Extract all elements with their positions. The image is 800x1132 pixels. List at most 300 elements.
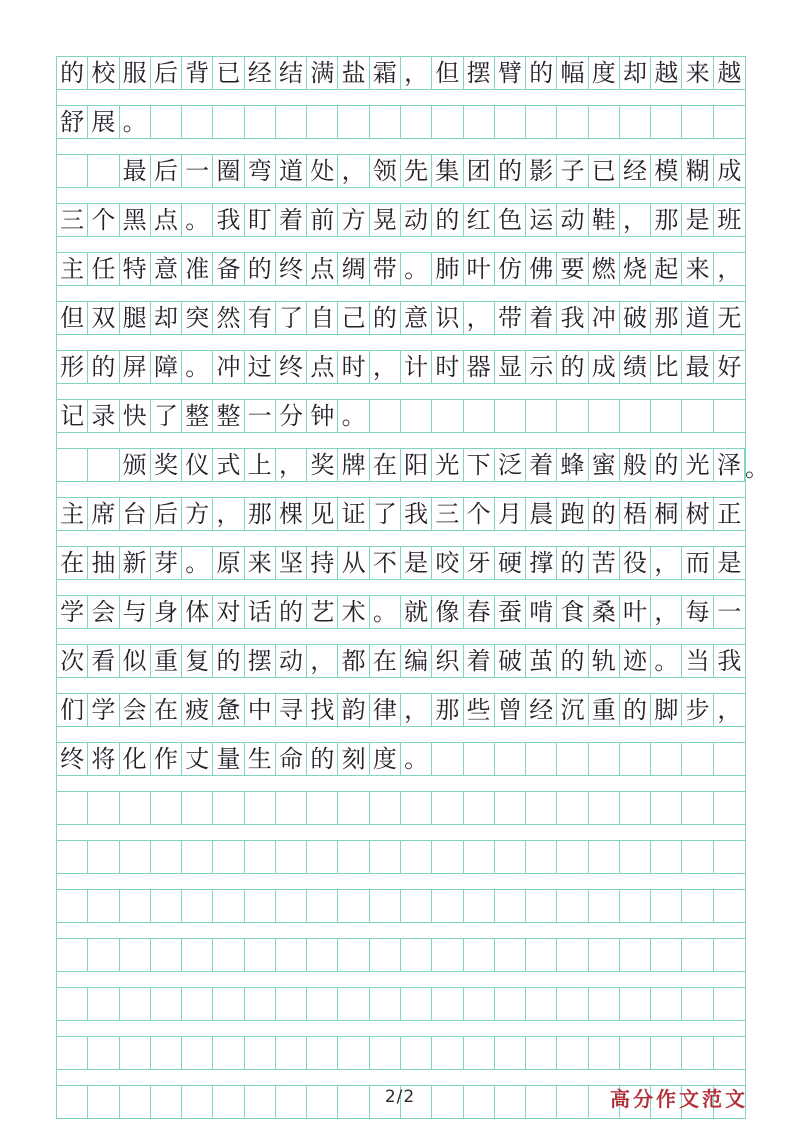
char-cell	[495, 841, 526, 873]
char-cell: 丈	[182, 743, 213, 775]
row-spacer	[57, 530, 745, 547]
char-cell: 量	[213, 743, 244, 775]
char-cell	[526, 988, 557, 1020]
char-cell: ，	[620, 204, 651, 236]
char-cell	[651, 841, 682, 873]
char-cell: 结	[276, 57, 307, 89]
char-cell: 方	[338, 204, 369, 236]
char-cell	[526, 792, 557, 824]
char-cell: 撑	[526, 547, 557, 579]
char-cell: 领	[370, 155, 401, 187]
char-cell: 越	[651, 57, 682, 89]
char-cell	[432, 792, 463, 824]
char-cell	[682, 743, 713, 775]
char-cell	[245, 890, 276, 922]
char-cell: 三	[57, 204, 88, 236]
char-cell	[620, 1037, 651, 1069]
char-cell: 终	[57, 743, 88, 775]
char-cell	[245, 1037, 276, 1069]
char-cell	[714, 743, 745, 775]
char-cell: 绸	[338, 253, 369, 285]
char-cell: 原	[213, 547, 244, 579]
char-cell: 茧	[526, 645, 557, 677]
char-cell: 台	[120, 498, 151, 530]
char-cell: 烧	[620, 253, 651, 285]
char-cell	[464, 841, 495, 873]
char-cell: 起	[651, 253, 682, 285]
char-cell: 重	[151, 645, 182, 677]
char-cell: 新	[120, 547, 151, 579]
char-cell: 的	[370, 302, 401, 334]
char-cell	[464, 1037, 495, 1069]
char-cell: 双	[88, 302, 119, 334]
row-spacer	[57, 628, 745, 645]
char-cell: 来	[682, 57, 713, 89]
char-cell	[432, 890, 463, 922]
char-cell: 我	[557, 302, 588, 334]
char-cell: 幅	[557, 57, 588, 89]
char-cell: 准	[182, 253, 213, 285]
char-cell	[589, 1037, 620, 1069]
char-cell: 的	[651, 449, 682, 481]
char-cell: 会	[88, 596, 119, 628]
char-cell: 。	[120, 106, 151, 138]
char-cell: 意	[401, 302, 432, 334]
page-number: 2/2	[384, 1087, 416, 1107]
char-cell: 经	[526, 694, 557, 726]
char-cell: 模	[651, 155, 682, 187]
char-cell: 快	[120, 400, 151, 432]
char-cell	[589, 106, 620, 138]
char-cell: 终	[276, 351, 307, 383]
char-cell	[57, 841, 88, 873]
char-cell	[370, 1037, 401, 1069]
char-cell: 成	[589, 351, 620, 383]
char-cell	[464, 400, 495, 432]
char-cell: 重	[589, 694, 620, 726]
char-cell: 。	[401, 743, 432, 775]
char-cell	[307, 841, 338, 873]
char-cell: ，	[213, 498, 244, 530]
char-cell: 些	[464, 694, 495, 726]
char-cell: 跑	[557, 498, 588, 530]
char-cell: 疲	[182, 694, 213, 726]
char-cell	[370, 939, 401, 971]
char-cell: 钟	[307, 400, 338, 432]
char-cell: 将	[88, 743, 119, 775]
char-cell	[620, 792, 651, 824]
char-cell: ，	[717, 255, 742, 283]
char-cell: 泛	[495, 449, 526, 481]
char-cell: 时	[338, 351, 369, 383]
char-cell: 生	[245, 743, 276, 775]
char-cell: 。	[182, 351, 213, 383]
char-cell: 。	[401, 253, 432, 285]
char-cell	[120, 939, 151, 971]
char-cell: 叶	[464, 253, 495, 285]
char-cell: 着	[276, 204, 307, 236]
char-cell	[589, 939, 620, 971]
char-cell: 器	[464, 351, 495, 383]
char-cell	[182, 890, 213, 922]
char-cell: 复	[182, 645, 213, 677]
char-cell	[370, 890, 401, 922]
char-cell	[651, 988, 682, 1020]
char-cell: 。	[651, 645, 682, 677]
char-cell: 在	[151, 694, 182, 726]
char-cell: 一	[182, 155, 213, 187]
char-cell	[432, 743, 463, 775]
char-cell	[495, 400, 526, 432]
char-cell: 突	[182, 302, 213, 334]
char-cell: 蚕	[495, 596, 526, 628]
char-cell	[714, 890, 745, 922]
char-cell: 方	[182, 498, 213, 530]
char-cell	[464, 792, 495, 824]
char-cell	[338, 841, 369, 873]
char-cell: 己	[338, 302, 369, 334]
char-cell	[370, 792, 401, 824]
char-cell: 显	[495, 351, 526, 383]
char-cell	[120, 792, 151, 824]
char-cell: 那	[651, 204, 682, 236]
char-cell: 的	[557, 645, 588, 677]
char-cell: 从	[338, 547, 369, 579]
char-cell	[432, 400, 463, 432]
char-cell: 而	[682, 547, 713, 579]
char-cell	[213, 841, 244, 873]
row-spacer	[57, 775, 745, 792]
char-cell: ，	[276, 449, 307, 481]
char-cell	[589, 841, 620, 873]
char-cell	[276, 106, 307, 138]
char-cell: 惫	[213, 694, 244, 726]
char-cell	[213, 792, 244, 824]
char-cell	[651, 939, 682, 971]
char-cell	[401, 106, 432, 138]
char-cell	[495, 792, 526, 824]
grid-row	[57, 890, 745, 922]
grid-row	[57, 841, 745, 873]
char-cell: 动	[276, 645, 307, 677]
char-cell: 芽	[151, 547, 182, 579]
row-spacer	[57, 971, 745, 988]
char-cell	[682, 939, 713, 971]
char-cell: 术	[338, 596, 369, 628]
char-cell: 舒	[57, 106, 88, 138]
char-cell: 霜	[370, 57, 401, 89]
char-cell: 黑	[120, 204, 151, 236]
char-cell	[57, 890, 88, 922]
char-cell: 经	[620, 155, 651, 187]
char-cell: 破	[495, 645, 526, 677]
char-cell	[307, 988, 338, 1020]
char-cell: 月	[495, 498, 526, 530]
grid-row	[57, 743, 745, 775]
char-cell: 仿	[495, 253, 526, 285]
char-cell	[682, 106, 713, 138]
char-cell: 我	[401, 498, 432, 530]
char-cell	[432, 1037, 463, 1069]
char-cell	[370, 988, 401, 1020]
char-cell: 奖	[307, 449, 338, 481]
char-cell	[57, 155, 88, 187]
row-spacer	[57, 285, 745, 302]
char-cell	[464, 988, 495, 1020]
char-cell	[620, 890, 651, 922]
char-cell	[651, 400, 682, 432]
char-cell: 中	[245, 694, 276, 726]
char-cell: 的	[88, 351, 119, 383]
char-cell: 牌	[338, 449, 369, 481]
char-cell: 摆	[245, 645, 276, 677]
char-cell: 分	[276, 400, 307, 432]
char-cell: 一	[717, 598, 742, 626]
char-cell: 运	[526, 204, 557, 236]
char-cell: 的	[57, 57, 88, 89]
char-cell	[714, 400, 745, 432]
char-cell: 的	[526, 57, 557, 89]
char-cell: 点	[307, 253, 338, 285]
char-cell	[682, 988, 713, 1020]
char-cell: 寻	[276, 694, 307, 726]
char-cell: 是	[717, 549, 742, 577]
char-cell: 蜜	[589, 449, 620, 481]
char-cell: 先	[401, 155, 432, 187]
char-cell	[589, 400, 620, 432]
char-cell: 牙	[464, 547, 495, 579]
char-cell: 着	[464, 645, 495, 677]
char-cell: 子	[557, 155, 588, 187]
char-cell	[714, 988, 745, 1020]
char-cell	[651, 792, 682, 824]
char-cell: 织	[432, 645, 463, 677]
char-cell: 示	[526, 351, 557, 383]
char-cell	[88, 792, 119, 824]
char-cell: 集	[432, 155, 463, 187]
char-cell: 蜂	[557, 449, 588, 481]
char-cell: 背	[182, 57, 213, 89]
char-cell: 冲	[213, 351, 244, 383]
char-cell: 三	[432, 498, 463, 530]
char-cell: 的	[245, 253, 276, 285]
char-cell: 有	[245, 302, 276, 334]
char-cell: 的	[307, 743, 338, 775]
char-cell: 点	[307, 351, 338, 383]
char-cell: 来	[245, 547, 276, 579]
char-cell: 我	[717, 647, 742, 675]
char-cell: 对	[213, 596, 244, 628]
char-cell: ，	[651, 596, 682, 628]
char-cell: 晃	[370, 204, 401, 236]
char-cell	[714, 792, 745, 824]
char-cell	[88, 1037, 119, 1069]
char-cell: 破	[620, 302, 651, 334]
char-cell	[182, 792, 213, 824]
char-cell: 我	[213, 204, 244, 236]
char-cell	[182, 939, 213, 971]
char-cell: 形	[57, 351, 88, 383]
char-cell: 后	[151, 155, 182, 187]
char-cell: 终	[276, 253, 307, 285]
char-cell: ，	[307, 645, 338, 677]
char-cell: 似	[120, 645, 151, 677]
char-cell	[495, 890, 526, 922]
char-cell: 就	[401, 596, 432, 628]
char-cell	[464, 939, 495, 971]
char-cell: 摆	[464, 57, 495, 89]
char-cell	[120, 890, 151, 922]
char-cell	[151, 792, 182, 824]
char-cell	[213, 106, 244, 138]
grid-row	[57, 792, 745, 824]
char-cell	[276, 841, 307, 873]
char-cell: 后	[151, 57, 182, 89]
char-cell	[401, 792, 432, 824]
char-cell	[151, 841, 182, 873]
char-cell	[495, 939, 526, 971]
grid-row	[57, 449, 769, 482]
char-cell: 障	[151, 351, 182, 383]
char-cell: 盯	[245, 204, 276, 236]
char-cell: 主	[57, 498, 88, 530]
char-cell: 当	[682, 645, 713, 677]
char-cell	[307, 792, 338, 824]
char-cell	[620, 841, 651, 873]
char-cell: 臂	[495, 57, 526, 89]
char-cell	[651, 743, 682, 775]
char-cell	[151, 106, 182, 138]
char-cell	[432, 841, 463, 873]
char-cell	[464, 743, 495, 775]
char-cell: 满	[307, 57, 338, 89]
char-cell: 一	[245, 400, 276, 432]
grid-row	[57, 155, 745, 187]
char-cell: 但	[432, 57, 463, 89]
char-cell: 坚	[276, 547, 307, 579]
char-cell	[464, 890, 495, 922]
char-cell: 经	[245, 57, 276, 89]
char-cell: 弯	[245, 155, 276, 187]
char-cell: 但	[57, 302, 88, 334]
grid-row	[57, 302, 745, 334]
char-cell: 度	[370, 743, 401, 775]
char-cell	[88, 890, 119, 922]
char-cell: ，	[370, 351, 401, 383]
char-cell: 动	[401, 204, 432, 236]
char-cell: 道	[276, 155, 307, 187]
char-cell: 证	[338, 498, 369, 530]
char-cell: 的	[432, 204, 463, 236]
char-cell	[557, 1037, 588, 1069]
char-cell	[557, 939, 588, 971]
char-cell: 处	[307, 155, 338, 187]
char-cell: 身	[151, 596, 182, 628]
char-cell	[651, 106, 682, 138]
char-cell: 肺	[432, 253, 463, 285]
char-cell	[151, 988, 182, 1020]
char-cell	[57, 1037, 88, 1069]
char-cell: 糊	[682, 155, 713, 187]
char-cell: 脚	[651, 694, 682, 726]
char-cell: 正	[717, 500, 742, 528]
char-cell	[495, 106, 526, 138]
char-cell	[88, 449, 119, 481]
char-cell: 圈	[213, 155, 244, 187]
char-cell: 要	[557, 253, 588, 285]
char-cell: 们	[57, 694, 88, 726]
char-cell: 整	[182, 400, 213, 432]
char-cell	[182, 1037, 213, 1069]
char-cell: 硬	[495, 547, 526, 579]
char-cell	[245, 106, 276, 138]
char-cell	[589, 890, 620, 922]
char-cell: 点	[151, 204, 182, 236]
char-cell	[57, 792, 88, 824]
char-cell	[401, 841, 432, 873]
char-cell: 盐	[338, 57, 369, 89]
char-cell: 燃	[589, 253, 620, 285]
char-cell	[401, 1037, 432, 1069]
char-cell: 那	[432, 694, 463, 726]
char-cell	[714, 841, 745, 873]
char-cell: 识	[432, 302, 463, 334]
char-cell: 学	[57, 596, 88, 628]
char-cell	[245, 988, 276, 1020]
char-cell: 找	[307, 694, 338, 726]
grid-row	[57, 988, 745, 1020]
char-cell: 已	[589, 155, 620, 187]
char-cell: 备	[213, 253, 244, 285]
char-cell: 已	[213, 57, 244, 89]
char-cell	[526, 841, 557, 873]
char-cell: 在	[370, 645, 401, 677]
char-cell: 录	[88, 400, 119, 432]
char-cell	[682, 400, 713, 432]
char-cell: 叶	[620, 596, 651, 628]
char-cell	[120, 1037, 151, 1069]
row-spacer	[57, 236, 745, 253]
char-cell	[307, 1037, 338, 1069]
char-cell: 却	[151, 302, 182, 334]
char-cell: 命	[276, 743, 307, 775]
char-cell: 前	[307, 204, 338, 236]
row-spacer	[57, 922, 745, 939]
char-cell	[714, 939, 745, 971]
char-cell: 记	[57, 400, 88, 432]
char-cell: 的	[276, 596, 307, 628]
char-cell: 见	[307, 498, 338, 530]
char-cell: 任	[88, 253, 119, 285]
char-cell: 学	[88, 694, 119, 726]
char-cell: 比	[651, 351, 682, 383]
char-cell: 像	[432, 596, 463, 628]
row-spacer	[57, 138, 745, 155]
char-cell: 自	[307, 302, 338, 334]
char-cell: 咬	[432, 547, 463, 579]
char-cell: 持	[307, 547, 338, 579]
grid-row	[57, 1037, 745, 1069]
char-cell: 阳	[401, 449, 432, 481]
char-cell: 意	[151, 253, 182, 285]
char-cell	[276, 939, 307, 971]
char-cell	[589, 743, 620, 775]
char-cell: 服	[120, 57, 151, 89]
char-cell	[182, 106, 213, 138]
char-cell	[620, 400, 651, 432]
char-cell: 却	[620, 57, 651, 89]
char-cell	[526, 743, 557, 775]
